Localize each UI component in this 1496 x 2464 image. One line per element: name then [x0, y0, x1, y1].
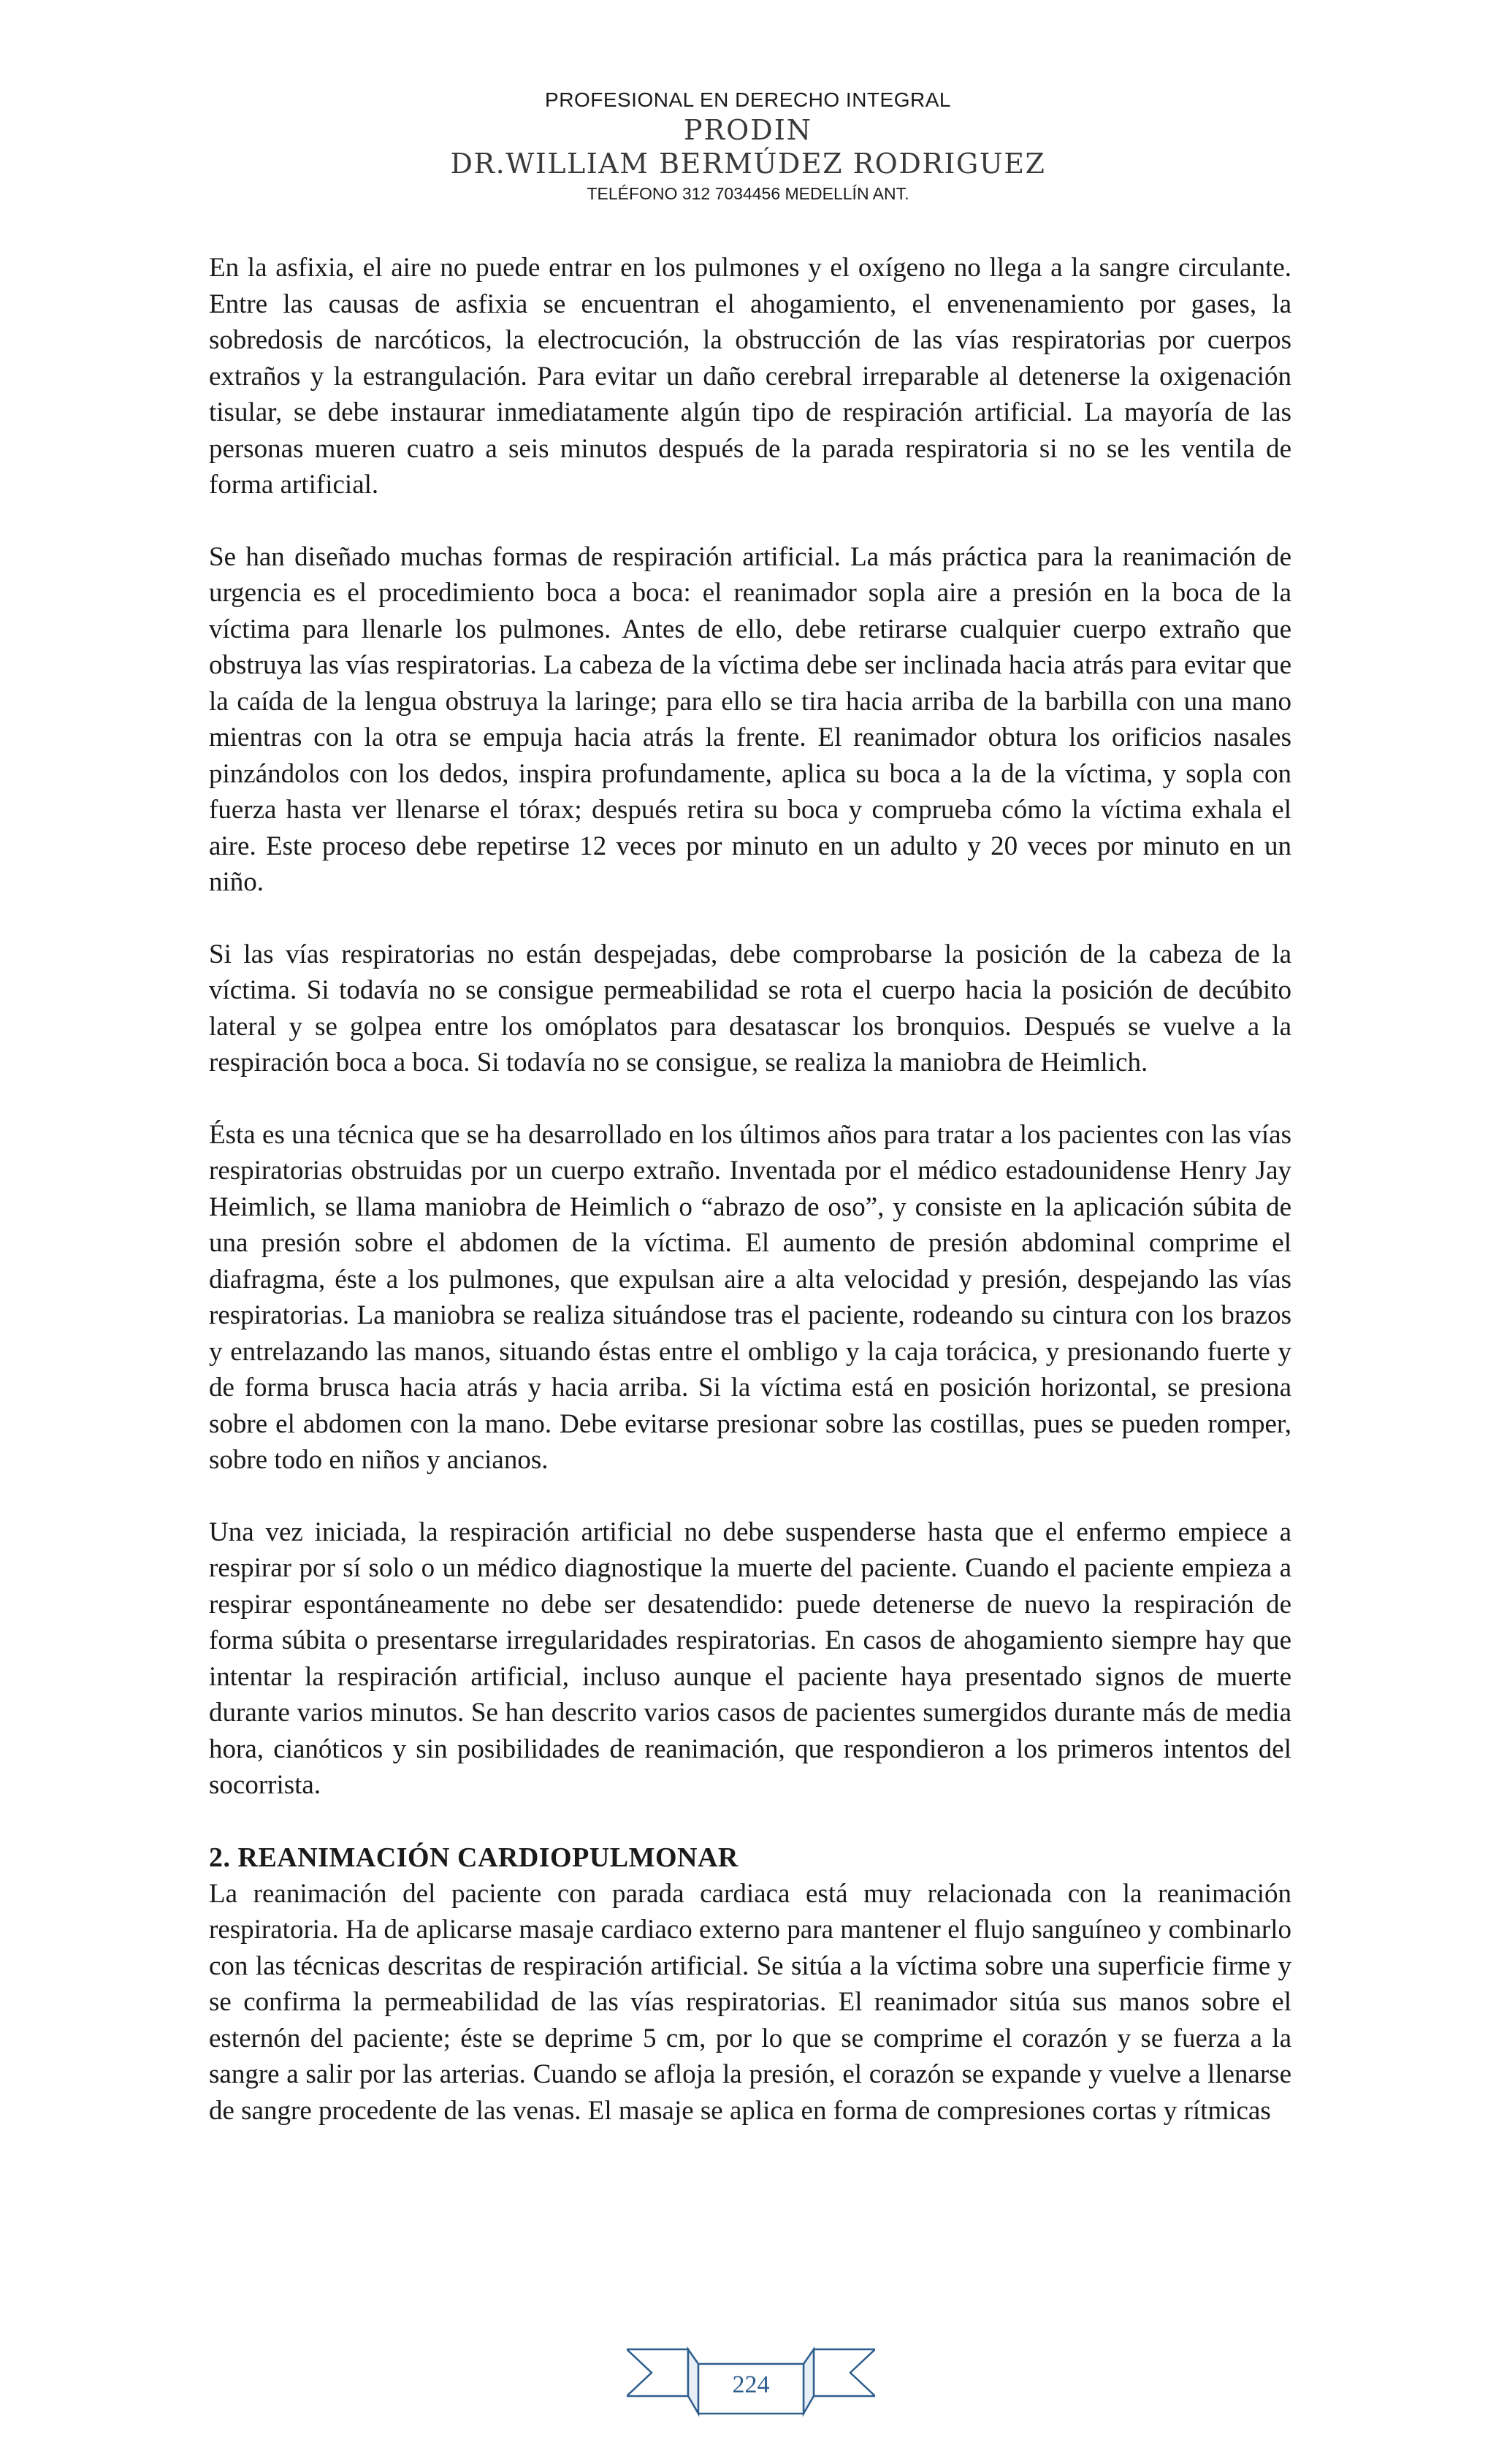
header-profession: PROFESIONAL EN DERECHO INTEGRAL [545, 88, 951, 111]
header-contact: TELÉFONO 312 7034456 MEDELLÍN ANT. [587, 184, 909, 203]
paragraph-cardiopulmonar: La reanimación del paciente con parada cardiaca está muy relacionada con la reanimación respiratoria. Ha de aplicarse masaje cardiaco externo para mantener el flujo sanguíneo y combinarlo con las técnicas descritas de respiración artificial. Se sitúa a la víctima sobre una superficie firme y se confirma la permeabilidad de las vías respiratorias. El reanimador sitúa sus manos sobre el esternón del paciente; éste se deprime 5 cm, por lo que se comprime el corazón y se fuerza a la sangre a salir por las arterias. Cuando se afloja la presión, el corazón se expande y vuelve a llenarse de sangre procedente de las venas. El masaje se aplica en forma de compresiones cortas y rítmicas [209, 1878, 1291, 2126]
paragraph-vias-despejadas: Si las vías respiratorias no están despejadas, debe comprobarse la posición de la cabeza de la víctima. Si todavía no se consigue permeabilidad se rota el cuerpo hacia la posición de decúbito lateral y se golpea entre los omóplatos para desatascar los bronquios. Después se vuelve a la respiración boca a boca. Si todavía no se consigue, se realiza la maniobra de Heimlich. [209, 939, 1291, 1077]
paragraph-heimlich: Ésta es una técnica que se ha desarrollado en los últimos años para tratar a los pacientes con las vías respiratorias obstruidas por un cuerpo extraño. Inventada por el médico estadounidense Henry Jay Heimlich, se llama maniobra de Heimlich o “abrazo de oso”, y consiste en la aplicación súbita de una presión sobre el abdomen de la víctima. El aumento de presión abdominal comprime el diafragma, éste a los pulmones, que expulsan aire a alta velocidad y presión, despejando las vías respiratorias. La maniobra se realiza situándose tras el paciente, rodeando su cintura con los brazos y entrelazando las manos, situando éstas entre el ombligo y la caja torácica, y presionando fuerte y de forma brusca hacia atrás y hacia arriba. Si la víctima está en posición horizontal, se presiona sobre el abdomen con la mano. Debe evitarse presionar sobre las costillas, pues se pueden romper, sobre todo en niños y ancianos. [209, 1119, 1291, 1475]
header-author: DR.WILLIAM BERMÚDEZ RODRIGUEZ [450, 148, 1046, 180]
body-text [209, 250, 1291, 2129]
section-heading: 2. REANIMACIÓN CARDIOPULMONAR [209, 1842, 739, 1873]
header-brand: PRODIN [683, 114, 813, 146]
paragraph-respiracion-artificial: Se han diseñado muchas formas de respiración artificial. La más práctica para la reanimación de urgencia es el procedimiento boca a boca: el reanimador sopla aire a presión en la boca de la víctima para llenarle los pulmones. Antes de ello, debe retirarse cualquier cuerpo extraño que obstruya las vías respiratorias. La cabeza de la víctima debe ser inclinada hacia atrás para evitar que la caída de la lengua obstruya la laringe; para ello se tira hacia arriba de la barbilla con una mano mientras con la otra se empuja hacia atrás la frente. El reanimador obtura los orificios nasales pinzándolos con los dedos, inspira profundamente, aplica su boca a la de la víctima, y sopla con fuerza hasta ver llenarse el tórax; después retira su boca y comprueba cómo la víctima exhala el aire. Este proceso debe repetirse 12 veces por minuto en un adulto y 20 veces por minuto en un niño. [209, 541, 1291, 897]
page-number: 224 [732, 2371, 770, 2398]
page-number-ribbon [627, 2343, 875, 2431]
paragraph-iniciada: Una vez iniciada, la respiración artificial no debe suspenderse hasta que el enfermo empiece a respirar por sí solo o un médico diagnostique la muerte del paciente. Cuando el paciente empieza a respirar espontáneamente no debe ser desatendido: puede detenerse de nuevo la respiración de forma súbita o presentarse irregularidades respiratorias. En casos de ahogamiento siempre hay que intentar la respiración artificial, incluso aunque el paciente haya presentado signos de muerte durante varios minutos. Se han descrito varios casos de pacientes sumergidos durante más de media hora, cianóticos y sin posibilidades de reanimación, que respondieron a los primeros intentos del socorrista. [209, 1517, 1291, 1800]
paragraph-asfixia: En la asfixia, el aire no puede entrar en los pulmones y el oxígeno no llega a la sangre circulante. Entre las causas de asfixia se encuentran el ahogamiento, el envenenamiento por gases, la sobredosis de narcóticos, la electrocución, la obstrucción de las vías respiratorias por cuerpos extraños y la estrangulación. Para evitar un daño cerebral irreparable al detenerse la oxigenación tisular, se debe instaurar inmediatamente algún tipo de respiración artificial. La mayoría de las personas mueren cuatro a seis minutos después de la parada respiratoria si no se les ventila de forma artificial. [209, 253, 1291, 500]
page-header [0, 86, 1496, 206]
